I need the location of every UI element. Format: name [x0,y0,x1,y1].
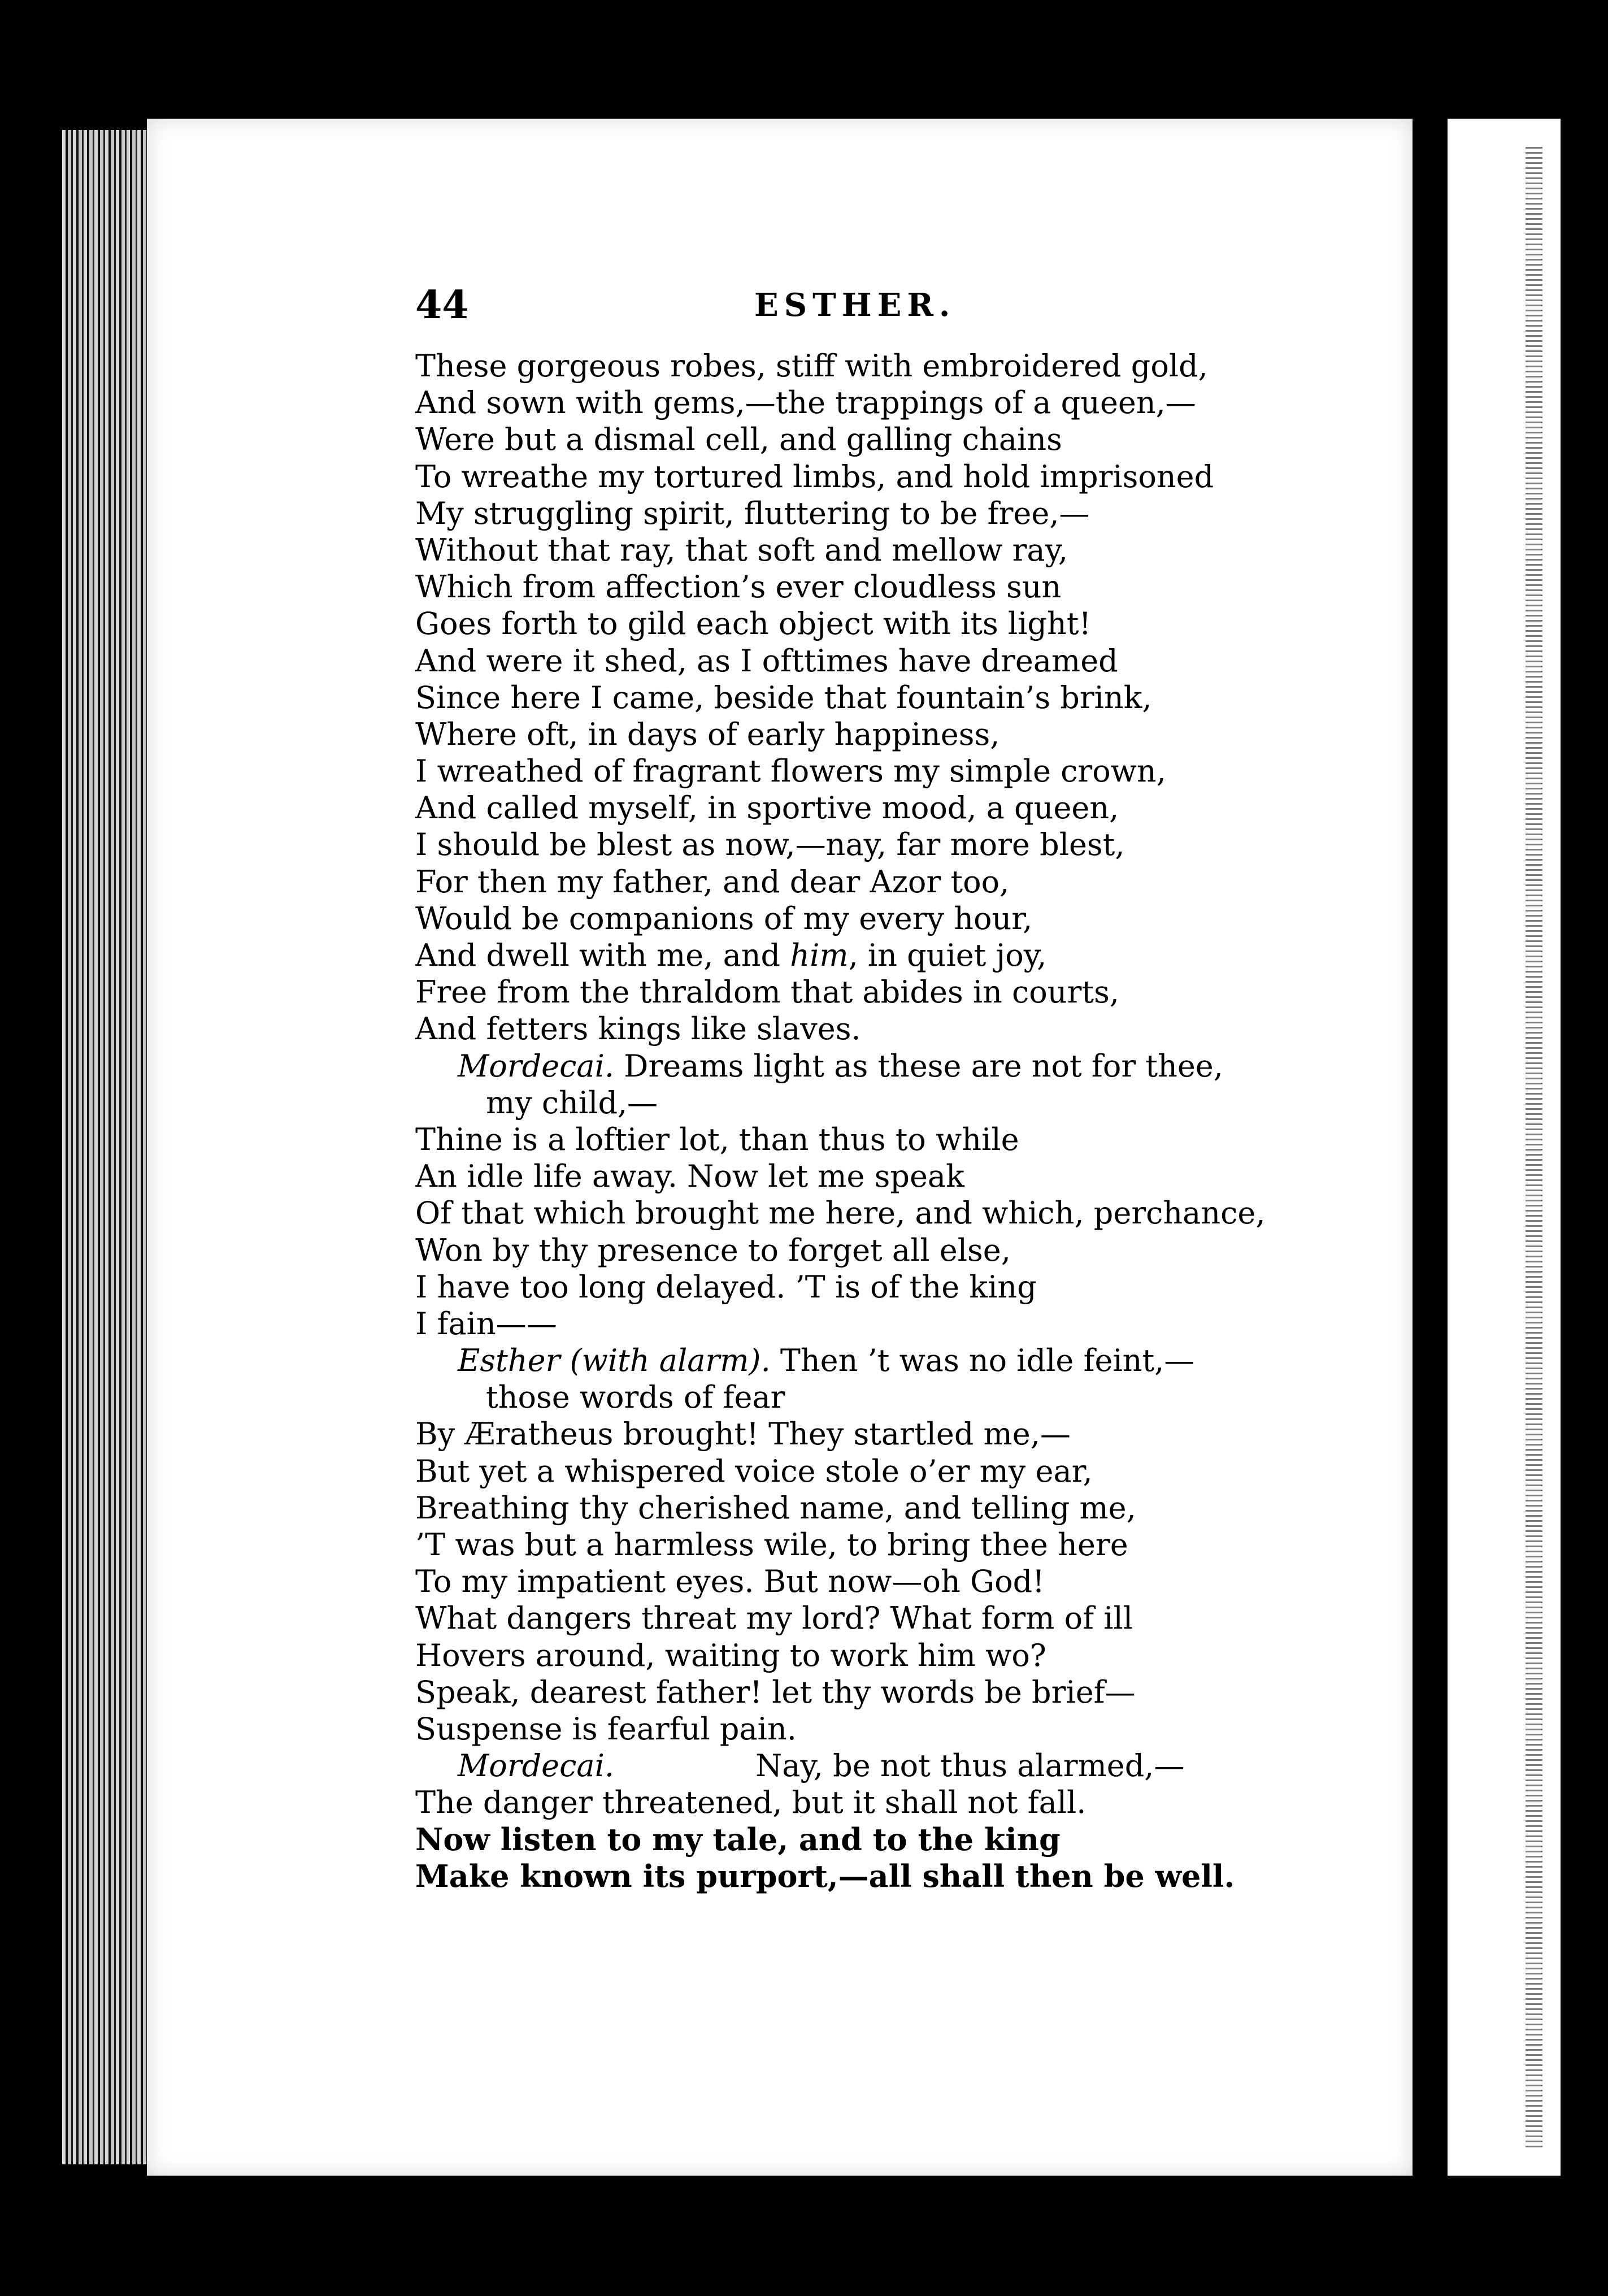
verse-line: I have too long delayed. ’T is of the king [415,1269,1037,1305]
verse-line: Were but a dismal cell, and galling chains [415,422,1062,458]
verse-line: Won by thy presence to forget all else, [415,1232,1011,1268]
verse-line: These gorgeous robes, stiff with embroidered gold, [415,348,1208,384]
verse-text-part: And dwell with me, and [415,938,790,973]
verse-line: Of that which brought me here, and which, perchance, [415,1195,1266,1231]
verse-text [415,348,1376,1895]
verse-line: Suspense is fearful pain. [415,1711,797,1747]
verse-line: I should be blest as now,—nay, far more blest, [415,827,1125,863]
verse-line: What dangers threat my lord? What form of ill [415,1600,1133,1637]
verse-line: Free from the thraldom that abides in courts, [415,974,1119,1010]
verse-line: Would be companions of my every hour, [415,900,1033,936]
verse-line: And called myself, in sportive mood, a queen, [415,790,1119,826]
verse-line: Thine is a loftier lot, than thus to while [415,1121,1019,1157]
verse-line: Hovers around, waiting to work him wo? [415,1637,1046,1673]
page-gutter [1413,119,1448,2170]
verse-line: The danger threatened, but it shall not fall. [415,1785,1087,1821]
verse-line: Breathing thy cherished name, and telling me, [415,1490,1136,1526]
verse-line: Where oft, in days of early happiness, [415,716,1000,752]
running-head: ESTHER. [754,287,956,324]
verse-line: An idle life away. Now let me speak [415,1158,964,1195]
verse-line: Without that ray, that soft and mellow ray, [415,532,1068,568]
verse-line: Since here I came, beside that fountain’s brink, [415,679,1152,715]
verse-line: But yet a whispered voice stole o’er my ear, [415,1453,1093,1489]
verse-line [415,1048,1376,1084]
speaker-name: Mordecai. [458,1048,615,1084]
verse-line: To my impatient eyes. But now—oh God! [415,1564,1045,1600]
verse-line [415,937,1376,974]
verse-line: By Æratheus brought! They startled me,— [415,1416,1071,1452]
verse-line: I wreathed of fragrant flowers my simple crown, [415,753,1166,789]
verse-line: To wreathe my tortured limbs, and hold imprisoned [415,458,1214,494]
verse-line: ’T was but a harmless wile, to bring thee here [415,1527,1128,1563]
next-page-margin [1526,147,1542,2147]
verse-line: those words of fear [486,1379,785,1416]
emphasis-word: him [790,938,849,973]
verse-line: my child,— [486,1084,658,1121]
verse-line [415,1747,1376,1784]
verse-text-part: , in quiet joy, [848,938,1047,973]
verse-line: For then my father, and dear Azor too, [415,863,1010,900]
verse-line: And were it shed, as I ofttimes have dreamed [415,643,1118,679]
verse-line: Which from affection’s ever cloudless sun [415,569,1062,605]
verse-line [415,1342,1376,1379]
verse-line: Now listen to my tale, and to the king [415,1821,1061,1857]
page-number: 44 [415,283,469,328]
verse-line: And sown with gems,—the trappings of a queen,— [415,385,1196,421]
speech-text: Nay, be not thus alarmed,— [755,1748,1185,1784]
speaker-name: Esther (with alarm). [458,1343,771,1379]
verse-line: Make known its purport,—all shall then be well. [415,1857,1235,1894]
verse-line: I fain—— [415,1305,557,1342]
speech-text: Then ’t was no idle feint,— [770,1343,1195,1379]
verse-line: My struggling spirit, fluttering to be free,— [415,495,1090,531]
speaker-name: Mordecai. [458,1748,615,1784]
verse-line: And fetters kings like slaves. [415,1011,861,1047]
page-header [415,280,1235,331]
next-page-edge [1448,119,1561,2176]
speech-text: Dreams light as these are not for thee, [614,1048,1223,1084]
verse-line: Speak, dearest father! let thy words be brief— [415,1674,1136,1710]
verse-line: Goes forth to gild each object with its light! [415,606,1092,642]
